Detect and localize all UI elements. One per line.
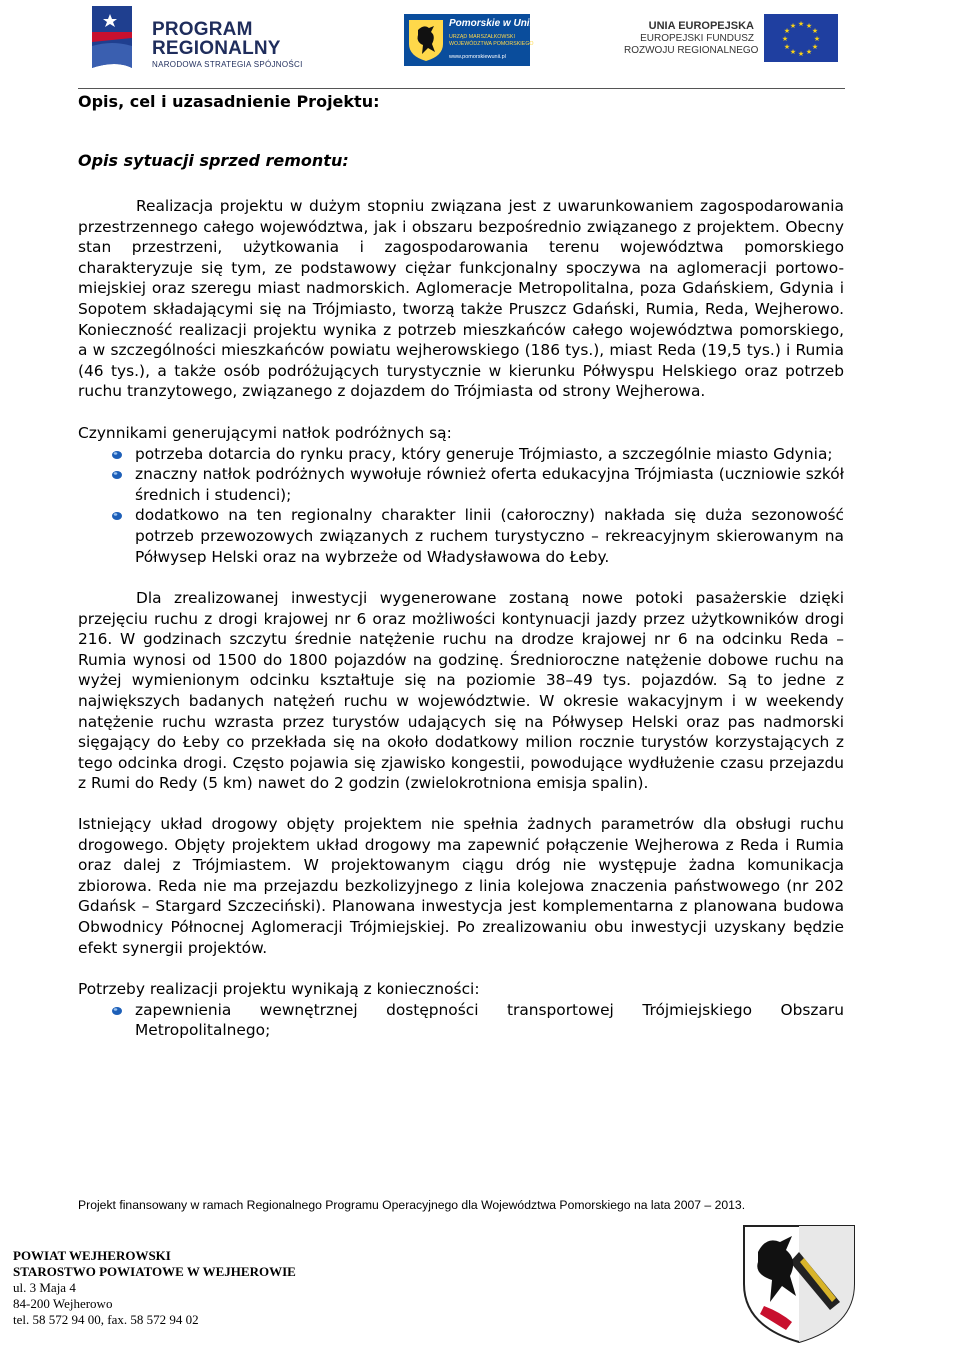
bullet-icon xyxy=(112,511,122,521)
county-coat-of-arms-icon xyxy=(740,1222,858,1346)
program-title-line2: REGIONALNY xyxy=(152,38,281,59)
griffin-crest-icon xyxy=(407,18,445,62)
address-street: ul. 3 Maja 4 xyxy=(13,1280,76,1295)
document-body xyxy=(78,92,844,1041)
eu-logo-line2: EUROPEJSKI FUNDUSZ xyxy=(640,33,754,44)
pomorskie-office-line1: URZĄD MARSZAŁKOWSKI xyxy=(449,34,515,40)
list-item-text: potrzeba dotarcia do rynku pracy, który generuje Trójmiasto, a szczególnie miasto Gdynia; xyxy=(135,444,833,463)
header-divider xyxy=(78,88,845,89)
svg-text:★: ★ xyxy=(797,50,805,58)
address-office: STAROSTWO POWIATOWE W WEJHEROWIE xyxy=(13,1264,296,1279)
program-flag-icon xyxy=(86,2,146,74)
paragraph-traffic: Dla zrealizowanej inwestycji wygenerowane zostaną nowe potoki pasażerskie dzięki przejęciu ruchu z drogi krajowej nr 6 oraz możliwości kontynuacji jazdy przez użytkowników drogi 216. W godzinach szczytu średnie natężenie ruchu na drodze krajowej nr 6 na odcinku Reda – Rumia wynosi od 1500 do 1800 pojazdów na godzinę. Średnioroczne natężenie dobowe ruchu na wyżej wymienionym odcinku kształtuje się na poziomie 38–49 tys. pojazdów. Są to jedne z największych badanych natężeń ruchu w województwie. W okresie wakacyjnym i w weekendy natężenie ruchu wzrasta przez turystów udających się na Półwysep Helski oraz pas nadmorski sięgający do Łeby co przekłada się na około dodatkowy milion rocznie turystów korzystających z tego odcinka drogi. Często pojawia się zjawisko kongestii, powodujące wydłużenie czasu przejazdu z Rumi do Redy (5 km) nawet do 2 godzin (zwielokrotniona emisja spalin). xyxy=(78,589,844,793)
factors-list xyxy=(78,444,844,568)
eu-flag-icon xyxy=(764,14,838,62)
bullet-icon xyxy=(112,470,122,480)
list-lead-factors: Czynnikami generującymi natłok podróżnych są: xyxy=(78,423,452,442)
program-title-line1: PROGRAM xyxy=(152,19,253,40)
paragraph-road-system: Istniejący układ drogowy objęty projektem nie spełnia żadnych parametrów dla obsługi ruchu drogowego. Objęty projektem układ drogowy ma zapewnić połączenie Wejherowa z Reda i Rumia oraz dalej z Trójmiastem. W projektowanym ciągu dróg nie występuje żadna komunikacja zbiorowa. Reda nie ma przejazdu bezkolizyjnego z linia kolejowa znaczenia państwowego (nr 202 Gdańsk – Stargard Szczeciński). Planowana inwestycja jest komplementarna z planowana budowa Obwodnicy Północnej Aglomeracji Trójmiejskiej. Po zrealizowaniu obu inwestycji uzyskany będzie efekt synergii projektów. xyxy=(78,815,844,957)
program-regionalny-logo xyxy=(86,2,326,74)
svg-text:★: ★ xyxy=(781,35,789,43)
svg-text:★: ★ xyxy=(789,22,797,30)
list-item xyxy=(78,464,844,505)
eu-logo-line3: ROZWOJU REGIONALNEGO xyxy=(624,45,759,56)
funding-note: Projekt finansowany w ramach Regionalnego Programu Operacyjnego dla Województwa Pomorskiego na lata 2007 – 2013. xyxy=(78,1198,746,1212)
pomorskie-office-line2: WOJEWÓDZTWA POMORSKIEGO xyxy=(449,41,534,47)
eu-logo-text xyxy=(624,20,759,57)
pomorskie-logo-title: Pomorskie w Unii xyxy=(449,18,533,29)
svg-text:★: ★ xyxy=(789,48,797,56)
program-logo-title xyxy=(152,20,281,58)
list-item-text: zapewnienia wewnętrznej dostępności transportowej Trójmiejskiego Obszaru Metropolitalnego; xyxy=(135,1000,844,1040)
svg-text:★: ★ xyxy=(805,22,813,30)
program-logo-subtitle: NARODOWA STRATEGIA SPÓJNOŚCI xyxy=(152,60,303,69)
svg-text:★: ★ xyxy=(811,43,819,51)
list-item-text: dodatkowo na ten regionalny charakter linii (całoroczny) nakłada się duża sezonowość potrzeb przewozowych związanych z ruchem turystyczno – rekreacyjnym skierowanym na Półwysep Helski oraz na wybrzeże od Władysławowa do Łeby. xyxy=(135,506,844,566)
section-heading: Opis, cel i uzasadnienie Projektu: xyxy=(78,92,380,111)
list-item xyxy=(78,1000,844,1041)
subsection-heading: Opis sytuacji sprzed remontu: xyxy=(78,151,349,170)
eu-logo-line1: UNIA EUROPEJSKA xyxy=(648,20,754,32)
svg-text:★: ★ xyxy=(813,35,821,43)
list-item xyxy=(78,505,844,567)
office-address xyxy=(13,1248,296,1328)
bullet-icon xyxy=(112,450,122,460)
eu-logo xyxy=(624,14,846,62)
pomorskie-w-unii-logo xyxy=(404,14,534,66)
list-item-text: znaczny natłok podróżnych wywołuje również oferta edukacyjna Trójmiasta (uczniowie szkół średnich i studenci); xyxy=(135,465,844,504)
svg-text:★: ★ xyxy=(811,27,819,35)
address-phone: tel. 58 572 94 00, fax. 58 572 94 02 xyxy=(13,1312,199,1327)
svg-text:★: ★ xyxy=(783,27,791,35)
address-county: POWIAT WEJHEROWSKI xyxy=(13,1248,171,1263)
address-city: 84-200 Wejherowo xyxy=(13,1296,113,1311)
paragraph-situation: Realizacja projektu w dużym stopniu związana jest z uwarunkowaniem zagospodarowania przestrzennego całego województwa, jak i obszaru bezpośrednio związanego z projektem. Obecny stan przestrzeni, użytkowania i zagospodarowania terenu województwa pomorskiego charakteryzuje się tym, ze podstawowy ciężar funkcjonalny spoczywa na aglomeracji portowo-miejskiej oraz szeregu miast nadmorskich. Aglomeracje Metropolitalna, poza Gdańskiem, Gdynia i Sopotem składającymi się na Trójmiasto, tworzą także Pruszcz Gdański, Rumia, Reda, Wejherowo. Konieczność realizacji projektu wynika z potrzeb mieszkańców całego województwa pomorskiego, a w szczególności mieszkańców powiatu wejherowskiego (186 tys.), miast Reda (19,5 tys.) i Rumia (46 tys.), a także osób podróżujących turystycznie w kierunku Półwyspu Helskiego oraz potrzeb ruchu tranzytowego, związanego z dojazdem do Trójmiasta od strony Wejherowa. xyxy=(78,197,844,401)
svg-text:★: ★ xyxy=(783,43,791,51)
needs-list xyxy=(78,1000,844,1041)
bullet-icon xyxy=(112,1006,122,1016)
list-lead-needs: Potrzeby realizacji projektu wynikają z konieczności: xyxy=(78,980,480,999)
svg-text:★: ★ xyxy=(805,48,813,56)
list-item xyxy=(78,444,844,465)
pomorskie-logo-url: www.pomorskiewunii.pl xyxy=(449,54,506,60)
svg-text:★: ★ xyxy=(797,20,805,28)
pomorskie-logo-office xyxy=(449,34,534,48)
